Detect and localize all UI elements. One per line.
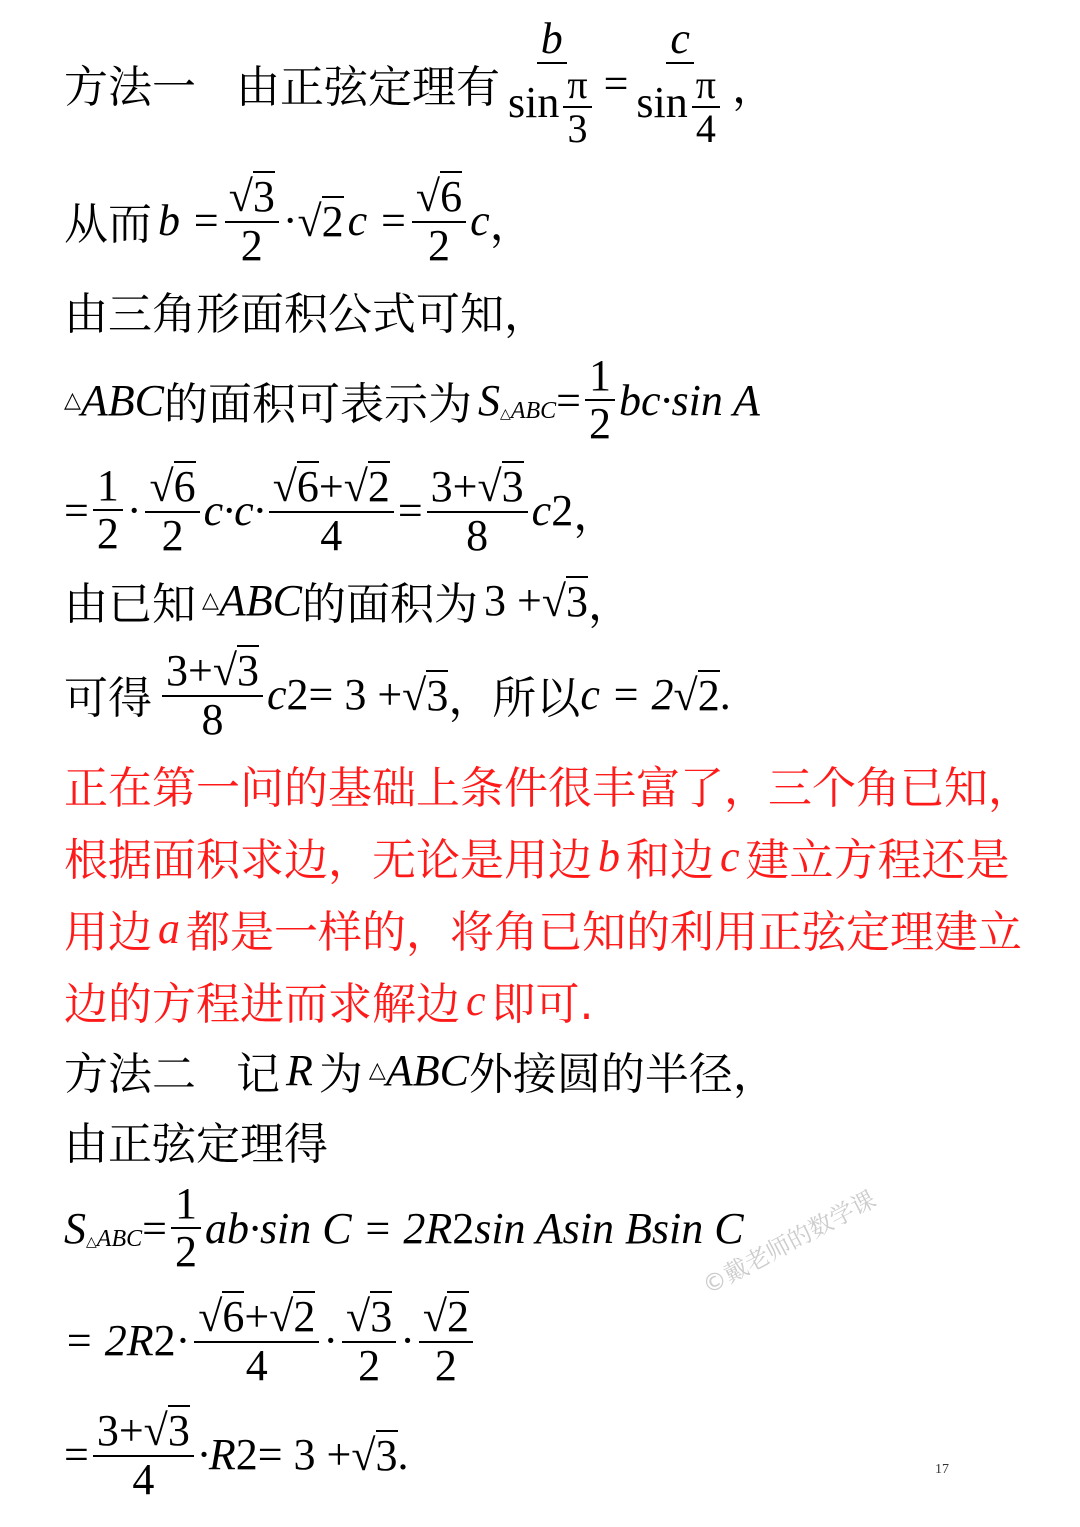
method2-title: 方法二 xyxy=(64,1049,196,1100)
fraction-sqrt3-2: √ 3 2 xyxy=(225,171,279,268)
note-line2: 根据面积求边，无论是用边 b 和边 c 建立方程还是 xyxy=(64,831,1010,886)
method1-text1: 由正弦定理有 xyxy=(236,62,500,113)
note-line3: 用边 a 都是一样的，将角已知的利用正弦定理建立 xyxy=(64,903,1022,958)
method2-line1: 方法二 记 R 为 △ ABC 外接圆的半径， xyxy=(64,1042,777,1098)
method1-line5: = $\frac{1}{2}$ · √ 6 2 c·c· √ 6 + √ 2 4 = 3+ √ 3 8 c 2 ， xyxy=(64,460,618,560)
method1-line7: 可得 3+ √ 3 8 c 2 = 3 + √ 3 ，所以 c = 2 √ 2 . xyxy=(64,646,731,744)
note-line1: 正在第一问的基础上条件很丰富了，三个角已知， xyxy=(64,763,1032,814)
note-line4: 边的方程进而求解边 c 即可. xyxy=(64,975,594,1030)
method1-line2: 从而 b = √ 3 2 · √ 2 c = √ 6 2 c ， xyxy=(64,172,534,270)
fraction-1-2: $\frac{1}{2}$ xyxy=(585,353,615,447)
triangle-icon: △ xyxy=(64,387,81,413)
method2-line3: S △ABC = $\frac{1}{2}$ ab·sin C = 2R 2 sin Asin Bsin C xyxy=(64,1178,744,1276)
method2-line2: 由正弦定理得 xyxy=(64,1119,328,1170)
fraction-b-sin-pi-3: b sin $\frac{\pi}{3}$ xyxy=(504,16,600,150)
watermark: ©戴老师的数学课 xyxy=(697,1185,881,1301)
method2-line4: = 2R 2 · √ 6 + √ 2 4 · √ 3 2 · √ 2 2 xyxy=(64,1288,477,1392)
fraction-sqrt6-2: √ 6 2 xyxy=(412,171,466,268)
method1-line6: 由已知 △ ABC 的面积为 3 + √ 3 ， xyxy=(64,575,633,630)
page-number: 17 xyxy=(935,1462,949,1477)
fraction-c-sin-pi-4: c sin $\frac{\pi}{4}$ xyxy=(632,16,728,150)
method1-line3: 由三角形面积公式可知， xyxy=(64,289,548,340)
method1-line4: △ ABC 的面积可表示为 S △ABC = $\frac{1}{2}$ bc·sin A xyxy=(64,350,760,448)
method2-line5: = 3+ √ 3 4 ·R 2 = 3 + √ 3 . xyxy=(64,1406,409,1504)
method1-line1: 方法一 由正弦定理有 b sin $\frac{\pi}{3}$ = c sin $\frac{\pi}{4}$ ， xyxy=(64,13,776,152)
method1-title: 方法一 xyxy=(64,62,196,113)
